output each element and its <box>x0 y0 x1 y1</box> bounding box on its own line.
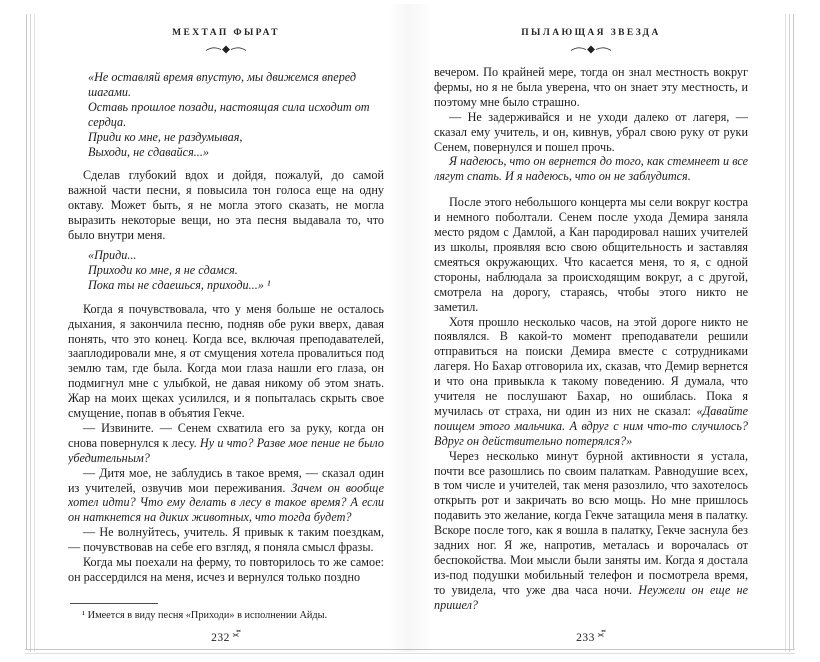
text-run: Сделав глубокий вдох и дойдя, пожалуй, до самой важной части песни, я повысила тон голоса еще на одну октаву. Может быть, я не могла этого сказать, не могла выразить некоторые вещи, но эта песня выдавала то, что было внутри меня. <box>68 168 384 243</box>
page-number: 233 <box>576 632 595 644</box>
text-run: Зачем он вообще хотел идти? Что ему делать в лесу в такое время? А если он наткнется на диких животных, что тогда будет? <box>68 480 384 525</box>
paragraph <box>434 315 748 449</box>
sparkle-icon <box>597 629 606 639</box>
sparkle-icon <box>232 629 241 639</box>
left-page-body <box>68 65 384 595</box>
text-run: Ну и что? Разве мое пение не было убедительным? <box>68 435 384 465</box>
text-run: — Не волнуйтесь, учитель. Я привык к таким поездкам, — почувствовав на себе его взгляд, я поняла смысл фразы. <box>68 525 384 555</box>
paragraph <box>68 421 384 466</box>
text-run: — Не задерживайся и не уходи далеко от лагеря, — сказал ему учитель, и он, кивнув, убрал свою руку от руки Сенем, повернулся и пошел прочь. <box>434 109 748 154</box>
diamond-flourish-icon <box>568 44 614 55</box>
paragraph <box>434 65 748 110</box>
book-page-edges-right <box>784 14 796 652</box>
verse-line: Приди ко мне, не раздумывая, <box>88 129 243 144</box>
text-run: вечером. По крайней мере, тогда он знал местность вокруг фермы, но я не была уверена, что он знает эту местность, и поэтому мне было страшно. <box>434 65 748 109</box>
text-run: Когда я почувствовала, что у меня больше не осталось дыхания, я закончила песню, подняв обе руки вверх, давая понять, что это конец. Когда все, включая преподавателей, зааплодировали мне, я от смущения хотела провалиться под землю там, где была. Когда мои глаза нашли его глаза, он подмигнул мне с улыбкой, не давая никому об этом знать. Жар на моих щеках усилился, и я попыталась скрыть свое смущение, попав в объятия Гекче. <box>68 301 384 421</box>
text-run: Через несколько минут бурной активности я устала, почти все разошлись по своим палаткам. Равнодушие всех, в том числе и учителей, так меня разозлило, что захотелось открыть рот и закричать во всю мощь. Но мне пришлось подавить это желание, когда Гекче затащила меня в палатку. Вскоре после того, как я вошла в палатку, Гекче заснула без задних ног. Я же, напротив, металась и ворочалась от беспокойства. Мои мысли были заняты им. Когда я достала из-под подушки мобильный телефон и посмотрела время, то увидела, что уже два часа ночи. <box>434 448 748 597</box>
paragraph <box>68 466 384 526</box>
text-run: Я надеюсь, что он вернется до того, как стемнеет и все лягут спать. И я надеюсь, что он не заблудится. <box>434 154 748 184</box>
left-page <box>38 4 410 652</box>
paragraph <box>434 110 748 155</box>
verse-block <box>88 248 384 293</box>
paragraph <box>68 168 384 243</box>
verse-line: Приходи ко мне, я не сдамся. <box>88 262 238 277</box>
paragraph <box>434 195 748 314</box>
paragraph <box>68 525 384 555</box>
text-run: После этого небольшого концерта мы сели вокруг костра и немного поболтали. Сенем после ухода Демира заняла место рядом с Дамлой, а Кан пародировал наших учителей из школы, проявляя всю свою общительность и заставляя смеяться окружающих. Что касается меня, то я, с одной стороны, наблюдала за происходящим вокруг, а с другой, смотрела на дорогу, стараясь, чтобы этого никто не заметил. <box>434 195 748 314</box>
footnote-divider <box>70 603 158 604</box>
running-head-title: ПЫЛАЮЩАЯ ЗВЕЗДА <box>521 28 661 38</box>
paragraph <box>68 555 384 585</box>
paragraph <box>434 449 748 613</box>
right-page-body <box>434 65 748 622</box>
header-ornament <box>68 42 384 53</box>
verse-line: Пока ты не сдаешься, приходи...» ¹ <box>88 277 271 292</box>
paragraph <box>68 302 384 421</box>
book-page-edges-left <box>24 14 36 652</box>
text-run: Хотя прошло несколько часов, на этой дороге никто не появлялся. В какой-то момент преподаватели решили отправиться на поиски Демира вместе с сотрудниками лагеря. Но Бахар отговорила их, сказав, что Демир вернется и что она привыкла к такому поведению. Я думала, что учителя не послушают Бахар, но ошиблась. Пока я мучилась от страха, ни один из них не сказал: <box>434 314 748 418</box>
page-number: 232 <box>211 632 230 644</box>
verse-line: Выходи, не сдавайся...» <box>88 144 209 159</box>
text-run: — Извините. — Сенем схватила его за руку, когда он снова повернулся к лесу. <box>68 420 384 450</box>
book-spread <box>38 4 782 652</box>
verse-line: «Не оставляй время впустую, мы движемся вперед шагами. <box>88 70 357 99</box>
page-spread <box>38 4 782 652</box>
book-page-edges-bottom <box>25 649 795 656</box>
header-ornament <box>434 42 748 53</box>
right-page <box>410 4 782 652</box>
verse-block <box>88 70 384 159</box>
right-page-footer <box>434 629 748 644</box>
text-run: — Дитя мое, не заблудись в такое время, — сказал один из учителей, озвучив мои переживания. <box>68 465 384 495</box>
left-page-footer <box>68 629 384 644</box>
text-run: «Давайте поищем этого мальчика. А вдруг с ним что-то случилось? Вдруг он действительно потерялся?» <box>434 403 748 448</box>
footnote-area <box>68 603 384 622</box>
running-head-author: МЕХТАП ФЫРАТ <box>172 28 280 38</box>
thought-paragraph <box>434 154 748 184</box>
footnote-text: ¹ Имеется в виду песня «Приходи» в исполнении Айды. <box>82 610 328 621</box>
text-run: Неужели он еще не пришел? <box>434 582 748 612</box>
diamond-flourish-icon <box>203 44 249 55</box>
verse-line: Оставь прошлое позади, настоящая сила исходит от сердца. <box>88 99 370 129</box>
verse-line: «Приди... <box>88 247 137 262</box>
text-run: Когда мы поехали на ферму, то повторилось то же самое: он рассердился на меня, исчез и вернулся только поздно <box>68 555 384 584</box>
